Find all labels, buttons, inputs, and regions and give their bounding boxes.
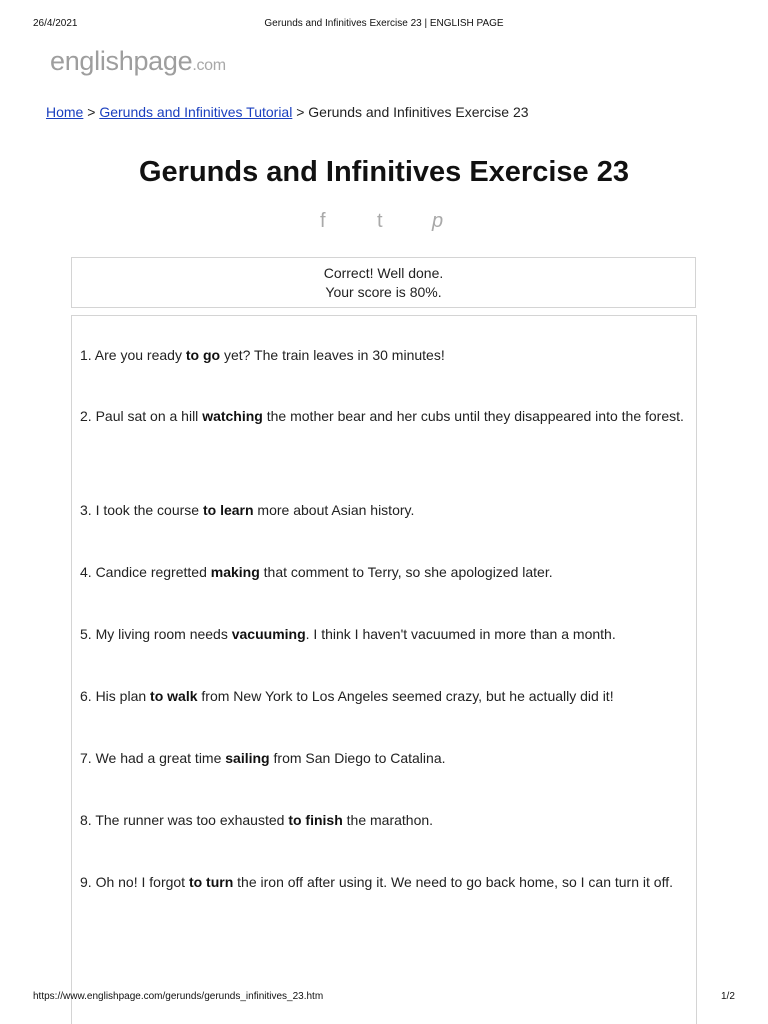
result-box — [71, 257, 696, 308]
result-message: Correct! Well done. — [323, 265, 444, 281]
print-document-title: Gerunds and Infinitives Exercise 23 | ENGLISH PAGE — [264, 18, 504, 29]
breadcrumb — [46, 104, 529, 120]
page-title: Gerunds and Infinitives Exercise 23 — [139, 156, 629, 188]
print-header — [0, 18, 768, 32]
question-text: 9. Oh no! I forgot — [80, 874, 189, 890]
facebook-icon[interactable]: f — [320, 210, 326, 232]
question-item — [80, 681, 690, 712]
result-score: Your score is 80%. — [325, 284, 442, 300]
print-date: 26/4/2021 — [33, 18, 78, 29]
question-text: from New York to Los Angeles seemed crazy, but he actually did it! — [197, 688, 614, 704]
question-answer: to walk — [150, 688, 198, 704]
pinterest-icon[interactable]: p — [432, 210, 444, 232]
question-item — [80, 495, 690, 526]
question-text: more about Asian history. — [253, 502, 415, 518]
question-text: 5. My living room needs — [80, 626, 232, 642]
question-answer: to finish — [288, 812, 343, 828]
breadcrumb-home-link[interactable]: Home — [46, 104, 84, 120]
question-answer: sailing — [225, 750, 270, 766]
question-text: 1. Are you ready — [80, 347, 186, 363]
print-url: https://www.englishpage.com/gerunds/gerunds_infinitives_23.htm — [33, 991, 324, 1002]
breadcrumb-separator: > — [83, 104, 100, 120]
question-answer: to turn — [188, 874, 234, 890]
question-text: 2. Paul sat on a hill — [80, 408, 203, 424]
question-item — [80, 743, 690, 774]
question-text: the mother bear and her cubs until they disappeared into the forest. — [262, 408, 684, 424]
logo-tld: .com — [192, 57, 226, 74]
question-text: from San Diego to Catalina. — [269, 750, 446, 766]
question-item — [80, 805, 690, 836]
question-item — [80, 401, 690, 432]
question-item — [80, 557, 690, 588]
question-item — [80, 340, 690, 371]
print-footer — [0, 991, 768, 1005]
breadcrumb-separator: > — [292, 104, 309, 120]
question-text: 7. We had a great time — [80, 750, 226, 766]
question-answer: to learn — [202, 502, 254, 518]
question-text: the marathon. — [342, 812, 434, 828]
exercise-box — [71, 315, 697, 1024]
breadcrumb-tutorial-link[interactable]: Gerunds and Infinitives Tutorial — [99, 104, 293, 120]
question-answer: watching — [202, 408, 263, 424]
question-answer: to go — [185, 347, 221, 363]
question-text: 3. I took the course — [80, 502, 203, 518]
question-text: . I think I haven't vacuumed in more than a month. — [305, 626, 616, 642]
breadcrumb-current: Gerunds and Infinitives Exercise 23 — [308, 104, 529, 120]
share-bar — [0, 210, 768, 238]
logo-name: englishpage — [50, 46, 193, 76]
question-text: 4. Candice regretted — [80, 564, 211, 580]
question-answer: making — [210, 564, 260, 580]
question-item — [80, 619, 690, 650]
question-text: that comment to Terry, so she apologized later. — [259, 564, 553, 580]
question-text: the iron off after using it. We need to go back home, so I can turn it off. — [233, 874, 673, 890]
site-logo[interactable] — [50, 46, 226, 77]
question-text: 6. His plan — [80, 688, 151, 704]
question-item — [80, 867, 690, 898]
question-text: 8. The runner was too exhausted — [80, 812, 289, 828]
question-text: yet? The train leaves in 30 minutes! — [220, 347, 445, 363]
twitter-icon[interactable]: t — [377, 210, 383, 232]
question-answer: vacuuming — [231, 626, 306, 642]
print-page-number: 1/2 — [721, 991, 735, 1002]
